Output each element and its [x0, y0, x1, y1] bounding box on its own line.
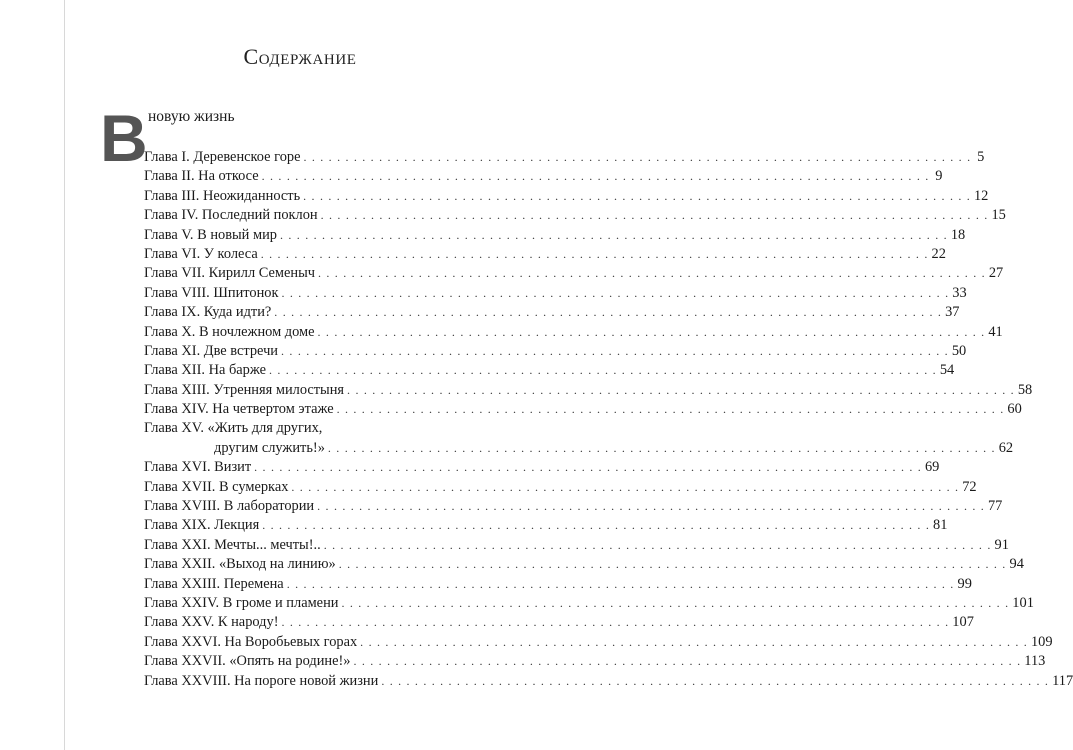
- toc-entry: [144, 381, 1033, 400]
- toc-entry-page: 81: [933, 517, 948, 534]
- dot-leader: . . . . . . . . . . . . . . . . . . . . . . . . . . . . . . . . . . . . . . . . . . . . . . . . . . . . . . . . . . . . . . . . . . . . . . . . . . . . . . . .: [303, 188, 971, 203]
- toc-entry-page: 50: [951, 342, 967, 359]
- toc-entry-title: Глава XXVI. На Воробьевых горах: [144, 633, 358, 650]
- toc-entry: [144, 187, 989, 206]
- toc-entry: [144, 497, 1003, 516]
- toc-entry-title: Глава XV. «Жить для других,: [144, 420, 323, 437]
- toc-entry-page: 91: [994, 536, 1009, 553]
- toc-entry-title: Глава XXVII. «Опять на родине!»: [144, 653, 351, 670]
- toc-entry-title: Глава XIV. На четвертом этаже: [144, 401, 334, 418]
- toc-entry-title: Глава VI. У колеса: [144, 245, 258, 262]
- toc-entry: [144, 516, 948, 535]
- toc-entry-page: 60: [1007, 401, 1022, 418]
- dot-leader: . . . . . . . . . . . . . . . . . . . . . . . . . . . . . . . . . . . . . . . . . . . . . . . . . . . . . . . . . . . . . . . . . . . . . . . . . . . . . . . .: [341, 596, 1010, 610]
- toc-entry-title: Глава VIII. Шпитонок: [144, 284, 279, 301]
- dot-leader: . . . . . . . . . . . . . . . . . . . . . . . . . . . . . . . . . . . . . . . . . . . . . . . . . . . . . . . . . . . . . . . . . . . . . . . . . . . . . . . .: [317, 499, 985, 514]
- toc-entry: [144, 536, 1009, 555]
- toc-entry: [144, 226, 966, 245]
- dot-leader: . . . . . . . . . . . . . . . . . . . . . . . . . . . . . . . . . . . . . . . . . . . . . . . . . . . . . . . . . . . . . . . . . . . . . . . . . . . . . . . .: [323, 537, 992, 552]
- dot-leader: . . . . . . . . . . . . . . . . . . . . . . . . . . . . . . . . . . . . . . . . . . . . . . . . . . . . . . . . . . . . . . . . . . . . . . . . . . . . . . . .: [269, 363, 937, 378]
- toc-entry: [144, 245, 946, 264]
- toc-entry-page: 33: [952, 284, 967, 301]
- dot-leader: . . . . . . . . . . . . . . . . . . . . . . . . . . . . . . . . . . . . . . . . . . . . . . . . . . . . . . . . . . . . . . . . . . . . . . . . . . . . . . . .: [303, 150, 972, 164]
- toc-entry-title: Глава II. На откосе: [144, 168, 259, 185]
- toc-entry-title: Глава XVI. Визит: [144, 459, 252, 476]
- dot-leader: . . . . . . . . . . . . . . . . . . . . . . . . . . . . . . . . . . . . . . . . . . . . . . . . . . . . . . . . . . . . . . . . . . . . . . . . . . . . . . . .: [261, 169, 930, 184]
- toc-entry: [144, 613, 974, 632]
- dot-leader: . . . . . . . . . . . . . . . . . . . . . . . . . . . . . . . . . . . . . . . . . . . . . . . . . . . . . . . . . . . . . . . . . . . . . . . . . . . . . . . .: [353, 654, 1022, 669]
- toc-entry: [144, 342, 967, 361]
- toc-entry-page: 117: [1052, 672, 1073, 689]
- toc-entry-title-continuation: другим служить!»: [214, 439, 325, 456]
- toc-entry: [144, 361, 955, 380]
- dot-leader: . . . . . . . . . . . . . . . . . . . . . . . . . . . . . . . . . . . . . . . . . . . . . . . . . . . . . . . . . . . . . . . . . . . . . . . . . . . . . . . .: [280, 227, 948, 242]
- dot-leader: . . . . . . . . . . . . . . . . . . . . . . . . . . . . . . . . . . . . . . . . . . . . . . . . . . . . . . . . . . . . . . . . . . . . . . . . . . . . . . . .: [336, 402, 1005, 417]
- toc-entry-page: 15: [991, 207, 1006, 224]
- toc-entry-title: Глава IX. Куда идти?: [144, 304, 272, 321]
- toc-entry: [144, 323, 1003, 342]
- toc-entry: [144, 633, 1053, 652]
- dot-leader: . . . . . . . . . . . . . . . . . . . . . . . . . . . . . . . . . . . . . . . . . . . . . . . . . . . . . . . . . . . . . . . . . . . . . . . . . . . . . . . .: [347, 382, 1015, 397]
- toc-entry-page: 101: [1012, 595, 1034, 611]
- toc-entry-page: 58: [1017, 381, 1033, 398]
- toc-entry: [144, 458, 940, 477]
- toc-entry: [144, 148, 985, 167]
- toc-entry-page: 94: [1009, 556, 1024, 573]
- toc-entry-page: 54: [939, 362, 955, 379]
- drop-cap-letter: В: [100, 101, 148, 175]
- dot-leader: . . . . . . . . . . . . . . . . . . . . . . . . . . . . . . . . . . . . . . . . . . . . . . . . . . . . . . . . . . . . . . . . . . . . . . . . . . . . . . . .: [286, 576, 955, 591]
- toc-entry-title: Глава XIX. Лекция: [144, 517, 260, 534]
- dot-leader: . . . . . . . . . . . . . . . . . . . . . . . . . . . . . . . . . . . . . . . . . . . . . . . . . . . . . . . . . . . . . . . . . . . . . . . . . . . . . . . .: [281, 285, 950, 300]
- dot-leader: . . . . . . . . . . . . . . . . . . . . . . . . . . . . . . . . . . . . . . . . . . . . . . . . . . . . . . . . . . . . . . . . . . . . . . . . . . . . . . . .: [281, 615, 950, 630]
- toc-entry: [144, 206, 1006, 225]
- toc-entry-page: 107: [952, 614, 974, 631]
- dot-leader: . . . . . . . . . . . . . . . . . . . . . . . . . . . . . . . . . . . . . . . . . . . . . . . . . . . . . . . . . . . . . . . . . . . . . . . . . . . . . . . .: [281, 343, 949, 358]
- toc-entry: [144, 167, 943, 186]
- toc-entry-title: Глава V. В новый мир: [144, 226, 277, 243]
- dot-leader: . . . . . . . . . . . . . . . . . . . . . . . . . . . . . . . . . . . . . . . . . . . . . . . . . . . . . . . . . . . . . . . . . . . . . . . . . . . . . . . .: [320, 208, 989, 223]
- toc-entry-page: 27: [988, 265, 1004, 282]
- page-title: Содержание: [243, 44, 357, 69]
- toc-entry-title: Глава VII. Кирилл Семеныч: [144, 265, 315, 282]
- toc-entry-title: Глава XI. Две встречи: [144, 342, 279, 359]
- toc-entry-title: Глава XII. На барже: [144, 362, 266, 379]
- toc-entry-title: Глава XXII. «Выход на линию»: [144, 556, 336, 573]
- dot-leader: . . . . . . . . . . . . . . . . . . . . . . . . . . . . . . . . . . . . . . . . . . . . . . . . . . . . . . . . . . . . . . . . . . . . . . . . . . . . . . . .: [338, 557, 1007, 572]
- dot-leader: . . . . . . . . . . . . . . . . . . . . . . . . . . . . . . . . . . . . . . . . . . . . . . . . . . . . . . . . . . . . . . . . . . . . . . . . . . . . . . . .: [260, 246, 929, 261]
- toc-entry-title: Глава X. В ночлежном доме: [144, 323, 315, 340]
- toc-entry: [144, 284, 967, 303]
- toc-entry: [144, 400, 1022, 419]
- toc-entry: [144, 555, 1024, 574]
- dot-leader: . . . . . . . . . . . . . . . . . . . . . . . . . . . . . . . . . . . . . . . . . . . . . . . . . . . . . . . . . . . . . . . . . . . . . . . . . . . . . . . .: [254, 460, 922, 475]
- toc-entry: [144, 303, 960, 322]
- toc-entry: [144, 672, 1073, 691]
- page-edge-divider: [64, 0, 65, 750]
- toc-entry-title: Глава XIII. Утренняя милостыня: [144, 381, 345, 398]
- toc-entry-page: 99: [957, 575, 972, 592]
- dot-leader: . . . . . . . . . . . . . . . . . . . . . . . . . . . . . . . . . . . . . . . . . . . . . . . . . . . . . . . . . . . . . . . . . . . . . . . . . . . . . . . .: [274, 305, 943, 320]
- toc-entry-page: 41: [988, 323, 1003, 340]
- dot-leader: . . . . . . . . . . . . . . . . . . . . . . . . . . . . . . . . . . . . . . . . . . . . . . . . . . . . . . . . . . . . . . . . . . . . . . . . . . . . . . . .: [262, 518, 931, 533]
- toc-entry-page: 109: [1030, 633, 1053, 650]
- dot-leader: . . . . . . . . . . . . . . . . . . . . . . . . . . . . . . . . . . . . . . . . . . . . . . . . . . . . . . . . . . . . . . . . . . . . . . . . . . . . . . . .: [317, 324, 986, 339]
- toc-entry-title: Глава I. Деревенское горе: [144, 149, 301, 165]
- toc-entry-page: 22: [931, 245, 946, 262]
- toc-entry-page: 37: [945, 304, 960, 321]
- toc-entry-page: 18: [950, 226, 966, 243]
- toc-entry: [144, 594, 1034, 613]
- toc-entry-page: 12: [973, 187, 989, 204]
- toc-entry-title: Глава III. Неожиданность: [144, 187, 301, 204]
- toc-entry-title: Глава XXV. К народу!: [144, 614, 279, 631]
- toc-entry-title: Глава XXIII. Перемена: [144, 575, 284, 592]
- toc-entry-page: 72: [962, 478, 977, 495]
- toc-entry: [144, 652, 1046, 671]
- toc-entry-title: Глава XXVIII. На пороге новой жизни: [144, 672, 379, 689]
- dot-leader: . . . . . . . . . . . . . . . . . . . . . . . . . . . . . . . . . . . . . . . . . . . . . . . . . . . . . . . . . . . . . . . . . . . . . . . . . . . . . . . .: [291, 479, 960, 494]
- toc-entry-title: Глава XXI. Мечты... мечты!..: [144, 536, 321, 553]
- dot-leader: . . . . . . . . . . . . . . . . . . . . . . . . . . . . . . . . . . . . . . . . . . . . . . . . . . . . . . . . . . . . . . . . . . . . . . . . . . . . . . . .: [381, 673, 1050, 688]
- dot-leader: . . . . . . . . . . . . . . . . . . . . . . . . . . . . . . . . . . . . . . . . . . . . . . . . . . . . . . . . . . . . . . . . . . . . . . . . . . . . . . . .: [327, 440, 996, 455]
- toc-entry-page: 5: [977, 149, 985, 165]
- table-of-contents: [144, 148, 1073, 691]
- toc-entry-page: 113: [1024, 653, 1046, 670]
- toc-entry-page: 69: [924, 459, 940, 476]
- toc-entry-page: 62: [998, 439, 1014, 456]
- toc-entry-title: Глава XXIV. В громе и пламени: [144, 595, 339, 611]
- toc-entry: [144, 575, 972, 594]
- toc-entry-page: 77: [987, 498, 1003, 515]
- dot-leader: . . . . . . . . . . . . . . . . . . . . . . . . . . . . . . . . . . . . . . . . . . . . . . . . . . . . . . . . . . . . . . . . . . . . . . . . . . . . . . . .: [318, 266, 986, 281]
- toc-entry-title: Глава XVII. В сумерках: [144, 478, 289, 495]
- section-title: новую жизнь: [148, 108, 235, 125]
- dot-leader: . . . . . . . . . . . . . . . . . . . . . . . . . . . . . . . . . . . . . . . . . . . . . . . . . . . . . . . . . . . . . . . . . . . . . . . . . . . . . . . .: [360, 634, 1028, 649]
- toc-entry-title: Глава XVIII. В лаборатории: [144, 498, 315, 515]
- toc-entry: [144, 478, 977, 497]
- toc-entry: [144, 264, 1004, 283]
- toc-entry: [144, 419, 1014, 458]
- toc-entry-title: Глава IV. Последний поклон: [144, 207, 318, 224]
- toc-entry-page: 9: [935, 168, 943, 185]
